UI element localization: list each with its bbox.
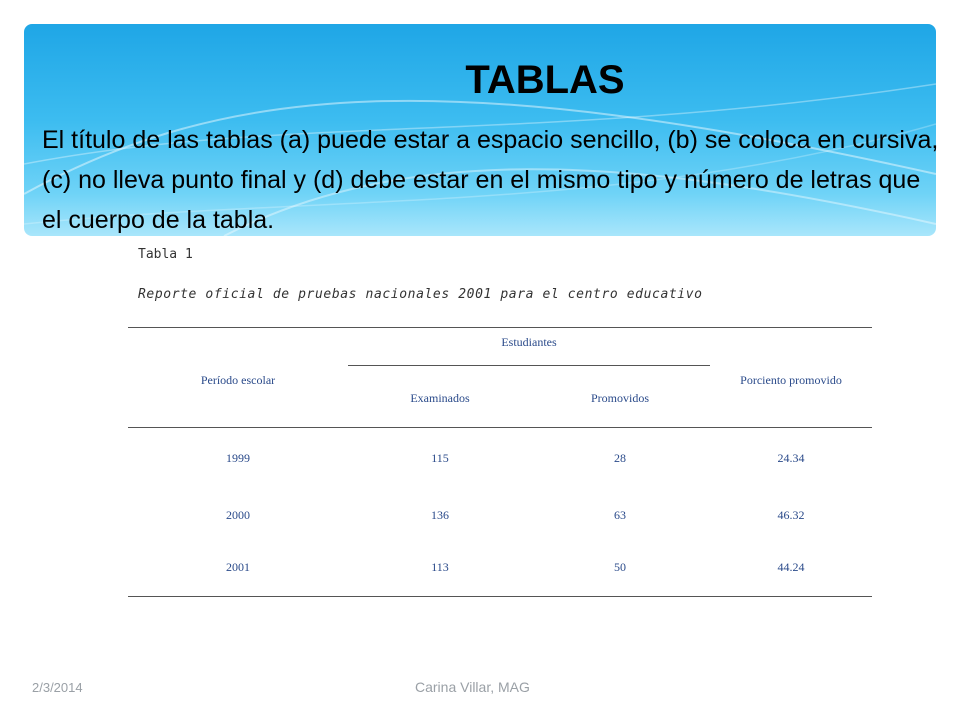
- cell-examined: 136: [431, 508, 449, 522]
- table-bottom-rule: [128, 596, 872, 597]
- header-examined: Examinados: [410, 391, 470, 405]
- footer-author: Carina Villar, MAG: [415, 679, 530, 695]
- cell-period: 2001: [226, 560, 250, 574]
- group-header-estudiantes: Estudiantes: [501, 335, 557, 349]
- header-period: Período escolar: [200, 373, 276, 387]
- cell-promoted: 63: [614, 508, 626, 522]
- slide-body-text: El título de las tablas (a) puede estar a espacio sencillo, (b) se coloca en cursiva, (c) no lleva punto final y (d) debe estar en el mismo tipo y número de letras que el cuerpo de la tabla.: [42, 126, 939, 234]
- cell-promoted: 28: [614, 451, 626, 465]
- cell-period: 2000: [226, 508, 250, 522]
- group-header-rule: [348, 365, 710, 366]
- cell-percent: 44.24: [777, 560, 805, 574]
- table-caption: Reporte oficial de pruebas nacionales 2001 para el centro educativo: [138, 287, 703, 302]
- header-bottom-rule: [128, 427, 872, 428]
- header-percent: Porciento promovido: [740, 373, 842, 387]
- cell-examined: 113: [431, 560, 449, 574]
- cell-percent: 46.32: [777, 508, 805, 522]
- table-label: Tabla 1: [138, 247, 193, 262]
- cell-promoted: 50: [614, 560, 626, 574]
- slide-title: TABLAS: [465, 58, 625, 102]
- footer-date: 2/3/2014: [32, 680, 83, 695]
- table-top-rule: [128, 327, 872, 328]
- cell-period: 1999: [226, 451, 250, 465]
- header-promoted: Promovidos: [590, 391, 649, 405]
- cell-examined: 115: [431, 451, 449, 465]
- cell-percent: 24.34: [777, 451, 805, 465]
